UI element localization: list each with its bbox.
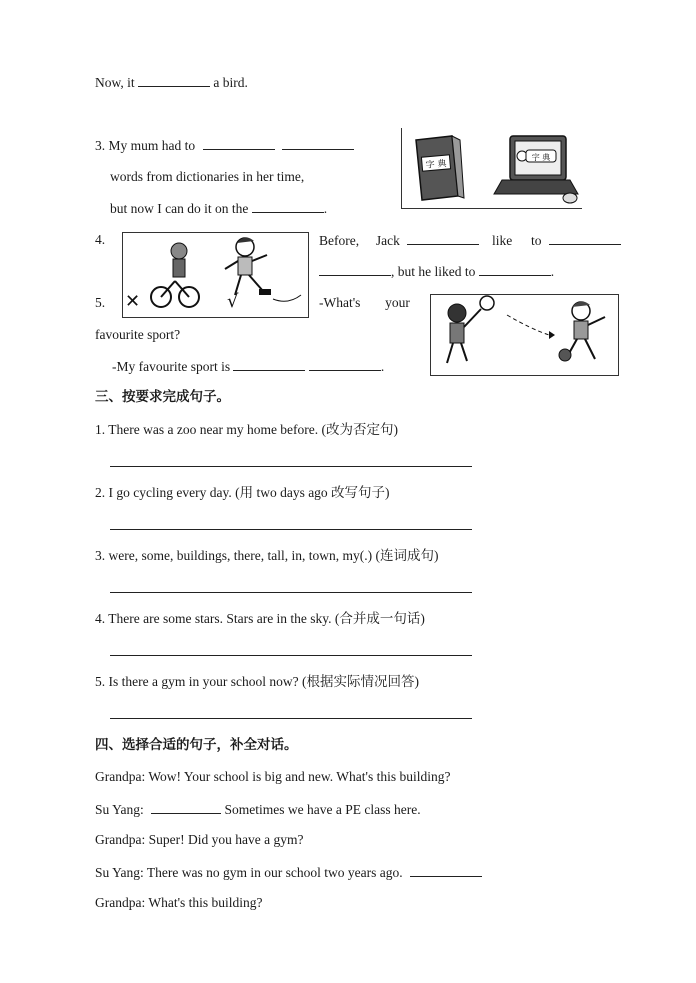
cross-icon: ✕: [125, 291, 141, 312]
answer-blank[interactable]: [549, 232, 621, 245]
dialog-text-2: Sometimes we have a PE class here.: [224, 802, 421, 817]
section-4-heading: 四、选择合适的句子，补全对话。: [95, 737, 298, 753]
q-prev-line: [95, 74, 248, 91]
q4-line1: [319, 232, 621, 249]
s3-item-4: 4. There are some stars. Stars are in the sky. (合并成一句话): [95, 611, 425, 626]
q-prev-after: a bird.: [213, 75, 248, 90]
s3-item-1: 1. There was a zoo near my home before. (改为否定句): [95, 422, 399, 437]
answer-line[interactable]: [110, 466, 472, 467]
q3-text-1: 3. My mum had to: [95, 138, 196, 153]
dialog-line-5: Grandpa: What's this building?: [95, 895, 263, 910]
answer-blank[interactable]: [203, 137, 275, 150]
answer-blank[interactable]: [309, 358, 381, 371]
answer-line[interactable]: [110, 655, 472, 656]
answer-blank[interactable]: [233, 358, 305, 371]
answer-blank[interactable]: [138, 74, 210, 87]
q4-line2: [319, 263, 554, 280]
check-icon: √: [227, 291, 239, 312]
dialog-line-4: [95, 864, 482, 881]
dictionary-laptop-picture: [401, 128, 582, 209]
q4-to: to: [530, 233, 542, 248]
dictionary-laptop-illustration: [402, 128, 582, 208]
boy-activities-illustration: [123, 233, 308, 317]
answer-blank[interactable]: [282, 137, 354, 150]
section-3-heading: 三、按要求完成句子。: [95, 389, 230, 405]
period: .: [550, 264, 555, 279]
answer-line[interactable]: [110, 718, 472, 719]
svg-text:字 典: 字 典: [425, 159, 448, 171]
s3-item-3: 3. were, some, buildings, there, tall, in, town, my(.) (连词成句): [95, 548, 439, 563]
q5-what: -What's: [319, 295, 361, 310]
dialog-line-3: Grandpa: Super! Did you have a gym?: [95, 832, 304, 847]
answer-line[interactable]: [110, 592, 472, 593]
q-prev-before: Now, it: [95, 75, 135, 90]
svg-text:字 典: 字 典: [531, 153, 551, 162]
q3-line3: [110, 200, 327, 217]
q5-line2: favourite sport?: [95, 327, 181, 342]
speaker-su-yang: Su Yang:: [95, 802, 144, 817]
q4-number: 4.: [95, 232, 106, 247]
q3-text-3: but now I can do it on the: [110, 201, 249, 216]
q5-answer: -My favourite sport is: [112, 359, 231, 374]
s3-item-5: 5. Is there a gym in your school now? (根据实际情况回答): [95, 674, 419, 689]
q3-line2: words from dictionaries in her time,: [110, 169, 305, 184]
period: .: [380, 359, 385, 374]
period: .: [323, 201, 328, 216]
q4-before: Before,: [319, 233, 360, 248]
badminton-picture: [430, 294, 619, 376]
answer-blank[interactable]: [407, 232, 479, 245]
q5-number: 5.: [95, 295, 106, 310]
q5-line1: [319, 295, 410, 311]
s3-item-2: 2. I go cycling every day. (用 two days ago 改写句子): [95, 485, 390, 500]
answer-line[interactable]: [110, 529, 472, 530]
q5-line3: [112, 358, 384, 375]
q5-your: your: [385, 295, 410, 310]
answer-blank[interactable]: [410, 864, 482, 877]
q4-jack: Jack: [375, 233, 400, 248]
dialog-text-4: Su Yang: There was no gym in our school two years ago.: [95, 865, 403, 880]
dialog-line-1: Grandpa: Wow! Your school is big and new. What's this building?: [95, 769, 451, 784]
q4-mid: , but he liked to: [391, 264, 476, 279]
answer-blank[interactable]: [479, 263, 551, 276]
answer-blank[interactable]: [252, 200, 324, 213]
answer-blank[interactable]: [151, 801, 221, 814]
q3-line1: [95, 137, 354, 154]
boy-cycling-skating-picture: [122, 232, 309, 318]
q4-like: like: [491, 233, 513, 248]
badminton-illustration: [431, 295, 618, 375]
answer-blank[interactable]: [319, 263, 391, 276]
dialog-line-2: [95, 801, 421, 818]
